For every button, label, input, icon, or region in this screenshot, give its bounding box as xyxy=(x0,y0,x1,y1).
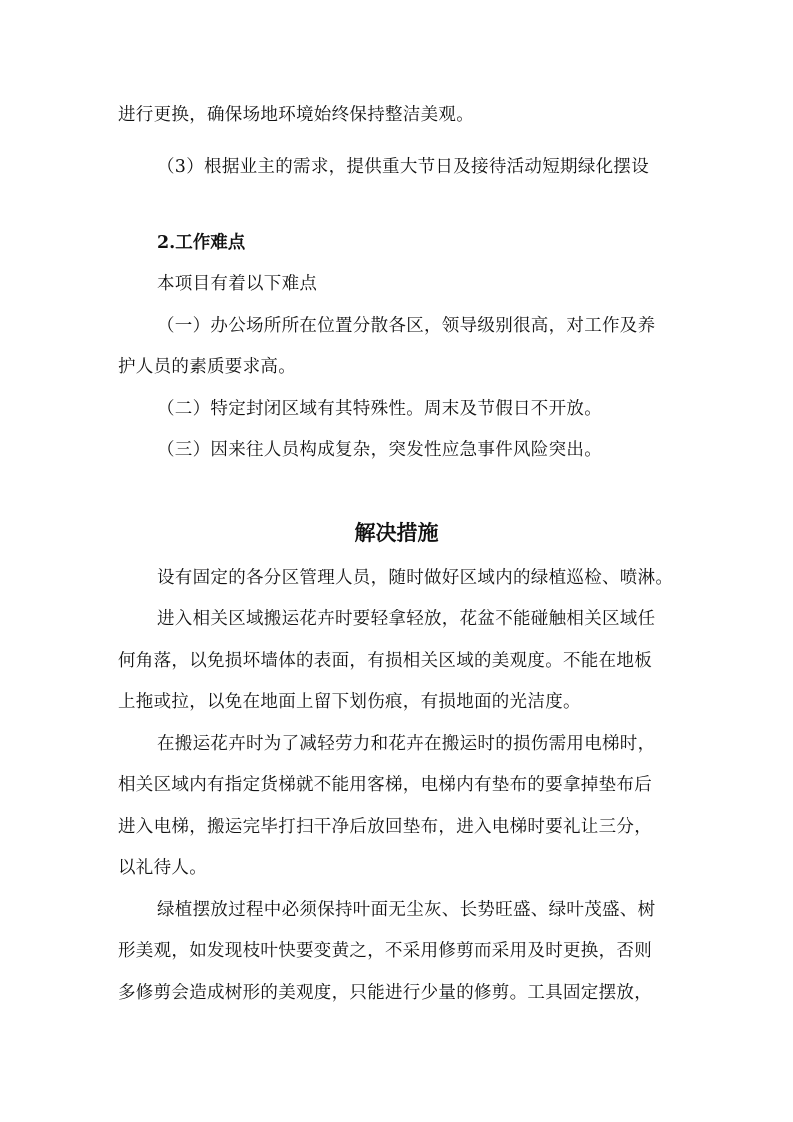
body-text-line: 进入相关区域搬运花卉时要轻拿轻放，花盆不能碰触相关区域任 xyxy=(157,609,656,629)
body-text-line: 何角落，以免损坏墙体的表面，有损相关区域的美观度。不能在地板 xyxy=(118,651,652,671)
list-item-line: （三）因来往人员构成复杂，突发性应急事件风险突出。 xyxy=(157,440,602,460)
body-text-line: 多修剪会造成树形的美观度，只能进行少量的修剪。工具固定摆放， xyxy=(118,983,652,1003)
body-text-line: 形美观，如发现枝叶快要变黄之，不采用修剪而采用及时更换，否则 xyxy=(118,941,652,961)
body-text-line: 设有固定的各分区管理人员，随时做好区域内的绿植巡检、喷淋。 xyxy=(157,568,674,588)
section-title: 解决措施 xyxy=(354,520,439,545)
section-heading: 2.工作难点 xyxy=(157,233,246,253)
list-item-line: （一）办公场所所在位置分散各区，领导级别很高，对工作及养 xyxy=(157,316,656,336)
list-item-line: 护人员的素质要求高。 xyxy=(118,357,296,377)
body-text-line: 相关区域内有指定货梯就不能用客梯，电梯内有垫布的要拿掉垫布后 xyxy=(118,775,652,795)
body-text-line: 本项目有着以下难点 xyxy=(157,274,318,294)
body-text-line: 在搬运花卉时为了减轻劳力和花卉在搬运时的损伤需用电梯时， xyxy=(157,734,656,754)
body-text-line: 进入电梯，搬运完毕打扫干净后放回垫布，进入电梯时要礼让三分， xyxy=(118,817,652,837)
body-text-line: 进行更换，确保场地环境始终保持整洁美观。 xyxy=(118,105,474,125)
list-item-line: （二）特定封闭区域有其特殊性。周末及节假日不开放。 xyxy=(157,399,602,419)
body-text-line: 绿植摆放过程中必须保持叶面无尘灰、长势旺盛、绿叶茂盛、树 xyxy=(157,900,656,920)
body-text-line: 上拖或拉，以免在地面上留下划伤痕，有损地面的光洁度。 xyxy=(118,692,581,712)
body-text-line: 以礼待人。 xyxy=(118,858,207,878)
body-text-line: （3）根据业主的需求，提供重大节日及接待活动短期绿化摆设 xyxy=(157,157,650,177)
